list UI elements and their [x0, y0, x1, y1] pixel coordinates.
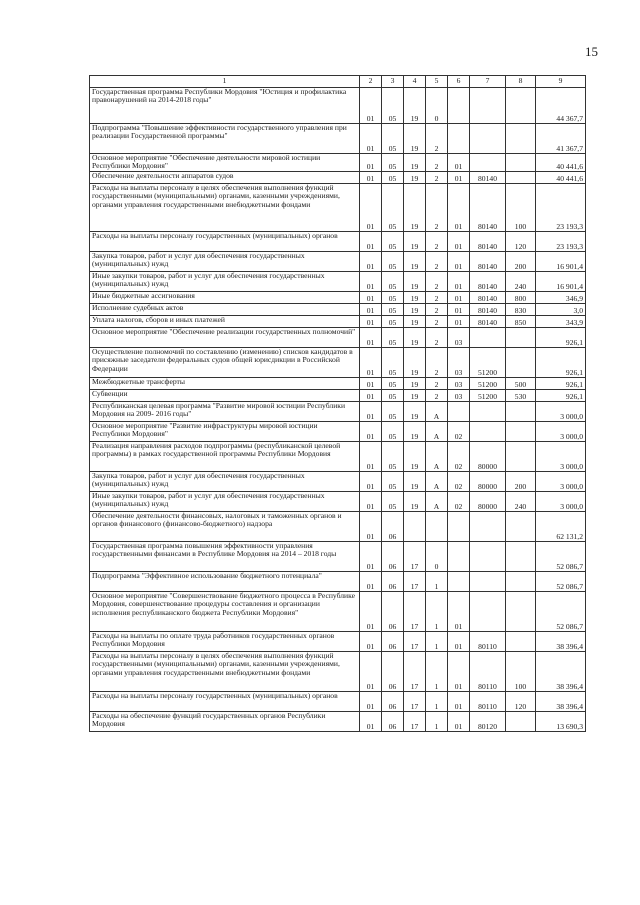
- table-row: [90, 712, 586, 732]
- row-code-cell: 19: [404, 124, 426, 154]
- row-amount-cell: 3 000,0: [536, 492, 586, 512]
- row-code-cell: 17: [404, 652, 426, 692]
- row-code-cell: 2: [426, 172, 448, 184]
- row-code-cell: 2: [426, 272, 448, 292]
- row-code-cell: 05: [382, 304, 404, 316]
- row-code-cell: 01: [360, 712, 382, 732]
- row-code-cell: [506, 542, 536, 572]
- row-code-cell: 19: [404, 402, 426, 422]
- row-code-cell: 19: [404, 390, 426, 402]
- row-name-cell: Осуществление полномочий по составлению (изменению) списков кандидатов в присяжные заседатели федеральных судов общей юрисдикции в Российской Федерации: [90, 348, 360, 378]
- table-row: [90, 512, 586, 542]
- row-code-cell: 01: [360, 348, 382, 378]
- row-code-cell: 03: [448, 390, 470, 402]
- row-name-cell: Межбюджетные трансферты: [90, 378, 360, 390]
- row-name-cell: Расходы на выплаты персоналу в целях обеспечения выполнения функций государственными (муниципальными) органами, казенными учреждениями, органами управления государственными внебюджетными фондами: [90, 652, 360, 692]
- row-name-cell: Государственная программа Республики Мордовия "Юстиция и профилактика правонарушений на 2014-2018 годы": [90, 88, 360, 124]
- row-code-cell: 80140: [470, 316, 506, 328]
- row-name-cell: Основное мероприятие "Обеспечение деятельности мировой юстиции Республики Мордовия": [90, 154, 360, 172]
- row-code-cell: 01: [360, 292, 382, 304]
- row-code-cell: 2: [426, 328, 448, 348]
- table-row: [90, 154, 586, 172]
- row-code-cell: [506, 172, 536, 184]
- row-code-cell: 80120: [470, 712, 506, 732]
- row-amount-cell: 3 000,0: [536, 422, 586, 442]
- table-row: [90, 272, 586, 292]
- row-code-cell: 240: [506, 272, 536, 292]
- row-code-cell: 05: [382, 154, 404, 172]
- row-code-cell: 01: [448, 316, 470, 328]
- row-code-cell: 19: [404, 492, 426, 512]
- table-header-row: [90, 76, 586, 88]
- row-code-cell: 01: [360, 542, 382, 572]
- row-code-cell: 2: [426, 232, 448, 252]
- row-code-cell: 01: [448, 272, 470, 292]
- row-name-cell: Исполнение судебных актов: [90, 304, 360, 316]
- row-code-cell: [426, 512, 448, 542]
- row-code-cell: 01: [448, 632, 470, 652]
- row-name-cell: Закупка товаров, работ и услуг для обеспечения государственных (муниципальных) нужд: [90, 252, 360, 272]
- row-code-cell: 19: [404, 316, 426, 328]
- table-row: [90, 172, 586, 184]
- table-row: [90, 390, 586, 402]
- row-code-cell: 06: [382, 632, 404, 652]
- row-code-cell: 02: [448, 492, 470, 512]
- table-row: [90, 328, 586, 348]
- row-name-cell: Основное мероприятие "Совершенствование бюджетного процесса в Республике Мордовия, совершенствование процедуры составления и организации исполнения республиканского бюджета Республики Мордовия": [90, 592, 360, 632]
- row-code-cell: [506, 124, 536, 154]
- row-code-cell: [470, 124, 506, 154]
- row-code-cell: 80110: [470, 692, 506, 712]
- row-code-cell: 05: [382, 328, 404, 348]
- row-code-cell: 80140: [470, 292, 506, 304]
- row-code-cell: 19: [404, 378, 426, 390]
- row-code-cell: 2: [426, 252, 448, 272]
- row-code-cell: А: [426, 492, 448, 512]
- row-name-cell: Обеспечение деятельности аппаратов судов: [90, 172, 360, 184]
- row-name-cell: Иные закупки товаров, работ и услуг для обеспечения государственных (муниципальных) нужд: [90, 272, 360, 292]
- row-name-cell: Расходы на выплаты персоналу государственных (муниципальных) органов: [90, 692, 360, 712]
- row-code-cell: 01: [360, 692, 382, 712]
- column-header: 4: [404, 76, 426, 88]
- row-code-cell: 19: [404, 328, 426, 348]
- row-code-cell: 01: [360, 252, 382, 272]
- row-amount-cell: 52 086,7: [536, 572, 586, 592]
- row-code-cell: 06: [382, 572, 404, 592]
- row-name-cell: Иные закупки товаров, работ и услуг для обеспечения государственных (муниципальных) нужд: [90, 492, 360, 512]
- row-code-cell: 02: [448, 422, 470, 442]
- row-code-cell: 500: [506, 378, 536, 390]
- row-code-cell: 01: [360, 572, 382, 592]
- row-code-cell: 1: [426, 632, 448, 652]
- row-code-cell: 1: [426, 692, 448, 712]
- row-code-cell: [470, 422, 506, 442]
- row-code-cell: 05: [382, 472, 404, 492]
- row-code-cell: 19: [404, 272, 426, 292]
- row-code-cell: 1: [426, 572, 448, 592]
- row-code-cell: 2: [426, 292, 448, 304]
- column-header: 8: [506, 76, 536, 88]
- table-row: [90, 632, 586, 652]
- row-code-cell: 01: [360, 592, 382, 632]
- table-row: [90, 292, 586, 304]
- row-code-cell: 01: [360, 442, 382, 472]
- table-row: [90, 252, 586, 272]
- table-row: [90, 378, 586, 390]
- row-code-cell: 17: [404, 712, 426, 732]
- row-code-cell: 05: [382, 232, 404, 252]
- row-amount-cell: 926,1: [536, 378, 586, 390]
- row-name-cell: Расходы на выплаты персоналу государственных (муниципальных) органов: [90, 232, 360, 252]
- row-amount-cell: 3,0: [536, 304, 586, 316]
- row-code-cell: [506, 402, 536, 422]
- row-code-cell: 01: [448, 304, 470, 316]
- row-code-cell: 51200: [470, 390, 506, 402]
- row-code-cell: 05: [382, 124, 404, 154]
- row-amount-cell: 52 086,7: [536, 592, 586, 632]
- row-amount-cell: 3 000,0: [536, 402, 586, 422]
- row-code-cell: 80110: [470, 652, 506, 692]
- row-code-cell: 19: [404, 252, 426, 272]
- row-code-cell: 17: [404, 692, 426, 712]
- row-code-cell: [448, 542, 470, 572]
- column-header: 3: [382, 76, 404, 88]
- row-code-cell: [506, 88, 536, 124]
- row-code-cell: 850: [506, 316, 536, 328]
- row-code-cell: 240: [506, 492, 536, 512]
- row-code-cell: 100: [506, 184, 536, 232]
- row-code-cell: 800: [506, 292, 536, 304]
- row-amount-cell: 44 367,7: [536, 88, 586, 124]
- row-name-cell: Подпрограмма "Эффективное использование бюджетного потенциала": [90, 572, 360, 592]
- column-header: 9: [536, 76, 586, 88]
- row-code-cell: 01: [360, 402, 382, 422]
- row-code-cell: 05: [382, 316, 404, 328]
- row-amount-cell: 40 441,6: [536, 154, 586, 172]
- budget-table: [89, 75, 586, 732]
- row-code-cell: 01: [360, 328, 382, 348]
- row-code-cell: 19: [404, 184, 426, 232]
- row-amount-cell: 13 690,3: [536, 712, 586, 732]
- table-row: [90, 692, 586, 712]
- row-code-cell: А: [426, 402, 448, 422]
- row-amount-cell: 62 131,2: [536, 512, 586, 542]
- row-code-cell: [448, 402, 470, 422]
- row-code-cell: 19: [404, 154, 426, 172]
- row-code-cell: 06: [382, 512, 404, 542]
- row-code-cell: 80140: [470, 232, 506, 252]
- row-code-cell: 03: [448, 328, 470, 348]
- row-code-cell: 01: [360, 154, 382, 172]
- row-code-cell: [470, 512, 506, 542]
- row-code-cell: 17: [404, 572, 426, 592]
- row-code-cell: [506, 632, 536, 652]
- row-code-cell: 0: [426, 88, 448, 124]
- row-code-cell: 01: [448, 172, 470, 184]
- row-code-cell: 19: [404, 232, 426, 252]
- row-amount-cell: 40 441,6: [536, 172, 586, 184]
- row-code-cell: 05: [382, 88, 404, 124]
- row-code-cell: [506, 512, 536, 542]
- row-code-cell: 80140: [470, 172, 506, 184]
- row-name-cell: Государственная программа повышения эффективности управления государственными финансами в Республике Мордовия на 2014 – 2018 годы: [90, 542, 360, 572]
- row-code-cell: 06: [382, 692, 404, 712]
- row-amount-cell: 23 193,3: [536, 184, 586, 232]
- row-code-cell: [448, 572, 470, 592]
- row-code-cell: 0: [426, 542, 448, 572]
- row-code-cell: [470, 328, 506, 348]
- table-row: [90, 402, 586, 422]
- row-code-cell: 120: [506, 232, 536, 252]
- row-code-cell: 01: [448, 154, 470, 172]
- row-code-cell: 03: [448, 348, 470, 378]
- row-name-cell: Уплата налогов, сборов и иных платежей: [90, 316, 360, 328]
- row-code-cell: 01: [360, 232, 382, 252]
- row-amount-cell: 926,1: [536, 348, 586, 378]
- row-code-cell: 01: [448, 232, 470, 252]
- row-code-cell: 05: [382, 172, 404, 184]
- row-code-cell: [506, 348, 536, 378]
- row-code-cell: [470, 402, 506, 422]
- row-code-cell: [506, 154, 536, 172]
- row-code-cell: 200: [506, 472, 536, 492]
- row-name-cell: Закупка товаров, работ и услуг для обеспечения государственных (муниципальных) нужд: [90, 472, 360, 492]
- row-code-cell: 2: [426, 390, 448, 402]
- row-code-cell: 05: [382, 390, 404, 402]
- row-code-cell: 19: [404, 88, 426, 124]
- row-amount-cell: 926,1: [536, 328, 586, 348]
- column-header: 7: [470, 76, 506, 88]
- column-header: 6: [448, 76, 470, 88]
- row-code-cell: 51200: [470, 348, 506, 378]
- row-amount-cell: 23 193,3: [536, 232, 586, 252]
- row-code-cell: [470, 572, 506, 592]
- row-amount-cell: 38 396,4: [536, 652, 586, 692]
- row-amount-cell: 16 901,4: [536, 272, 586, 292]
- row-code-cell: 01: [360, 88, 382, 124]
- table-row: [90, 232, 586, 252]
- row-code-cell: 05: [382, 492, 404, 512]
- row-code-cell: [448, 88, 470, 124]
- row-code-cell: 01: [360, 390, 382, 402]
- row-code-cell: 80000: [470, 442, 506, 472]
- row-code-cell: 01: [448, 292, 470, 304]
- row-code-cell: 17: [404, 542, 426, 572]
- table-row: [90, 124, 586, 154]
- row-code-cell: 05: [382, 422, 404, 442]
- row-code-cell: 05: [382, 348, 404, 378]
- row-code-cell: 01: [448, 592, 470, 632]
- row-code-cell: 06: [382, 542, 404, 572]
- row-code-cell: 05: [382, 402, 404, 422]
- row-amount-cell: 926,1: [536, 390, 586, 402]
- row-code-cell: 01: [360, 378, 382, 390]
- column-header: 2: [360, 76, 382, 88]
- row-code-cell: 05: [382, 442, 404, 472]
- row-amount-cell: 343,9: [536, 316, 586, 328]
- row-code-cell: [470, 592, 506, 632]
- row-amount-cell: 3 000,0: [536, 472, 586, 492]
- row-code-cell: А: [426, 472, 448, 492]
- table-row: [90, 422, 586, 442]
- table-row: [90, 472, 586, 492]
- row-code-cell: 01: [360, 304, 382, 316]
- row-amount-cell: 52 086,7: [536, 542, 586, 572]
- row-code-cell: 01: [448, 252, 470, 272]
- row-code-cell: 19: [404, 348, 426, 378]
- row-code-cell: 01: [360, 512, 382, 542]
- row-code-cell: 06: [382, 592, 404, 632]
- row-code-cell: 51200: [470, 378, 506, 390]
- row-code-cell: 01: [360, 632, 382, 652]
- row-code-cell: 05: [382, 184, 404, 232]
- row-code-cell: 19: [404, 292, 426, 304]
- row-code-cell: 2: [426, 316, 448, 328]
- row-name-cell: Субвенции: [90, 390, 360, 402]
- row-code-cell: 06: [382, 712, 404, 732]
- row-amount-cell: 41 367,7: [536, 124, 586, 154]
- row-name-cell: Подпрограмма "Повышение эффективности государственного управления при реализации Государственной программы": [90, 124, 360, 154]
- row-name-cell: Расходы на выплаты персоналу в целях обеспечения выполнения функций государственными (муниципальными) органами, казенными учреждениями, органами управления государственными внебюджетными фондами: [90, 184, 360, 232]
- row-code-cell: 2: [426, 304, 448, 316]
- row-code-cell: 2: [426, 154, 448, 172]
- row-code-cell: 01: [360, 272, 382, 292]
- row-name-cell: Расходы на обеспечение функций государственных органов Республики Мордовия: [90, 712, 360, 732]
- row-name-cell: Иные бюджетные ассигнования: [90, 292, 360, 304]
- row-code-cell: А: [426, 422, 448, 442]
- row-code-cell: 830: [506, 304, 536, 316]
- row-code-cell: 200: [506, 252, 536, 272]
- row-code-cell: 19: [404, 442, 426, 472]
- row-code-cell: 80000: [470, 472, 506, 492]
- table-row: [90, 88, 586, 124]
- row-amount-cell: 346,9: [536, 292, 586, 304]
- row-code-cell: 01: [360, 124, 382, 154]
- row-code-cell: 19: [404, 304, 426, 316]
- row-code-cell: 06: [382, 652, 404, 692]
- row-code-cell: 05: [382, 252, 404, 272]
- row-code-cell: 03: [448, 378, 470, 390]
- row-amount-cell: 16 901,4: [536, 252, 586, 272]
- table-row: [90, 492, 586, 512]
- row-code-cell: [506, 328, 536, 348]
- row-code-cell: 80110: [470, 632, 506, 652]
- row-code-cell: 2: [426, 378, 448, 390]
- row-code-cell: [404, 512, 426, 542]
- row-code-cell: [506, 422, 536, 442]
- row-name-cell: Основное мероприятие "Обеспечение реализации государственных полномочий": [90, 328, 360, 348]
- row-amount-cell: 38 396,4: [536, 692, 586, 712]
- row-code-cell: [506, 442, 536, 472]
- row-code-cell: 2: [426, 184, 448, 232]
- row-code-cell: 02: [448, 442, 470, 472]
- row-code-cell: 01: [448, 652, 470, 692]
- row-code-cell: 2: [426, 124, 448, 154]
- row-code-cell: 01: [360, 472, 382, 492]
- row-code-cell: 1: [426, 592, 448, 632]
- row-code-cell: [506, 712, 536, 732]
- row-code-cell: 01: [448, 712, 470, 732]
- row-code-cell: 05: [382, 378, 404, 390]
- column-header: 5: [426, 76, 448, 88]
- row-code-cell: [506, 572, 536, 592]
- row-code-cell: А: [426, 442, 448, 472]
- row-code-cell: 80140: [470, 184, 506, 232]
- row-code-cell: [448, 124, 470, 154]
- row-amount-cell: 38 396,4: [536, 632, 586, 652]
- table-row: [90, 184, 586, 232]
- row-code-cell: [506, 592, 536, 632]
- row-name-cell: Республиканская целевая программа "Развитие мировой юстиции Республики Мордовия на 2009- 2016 годы": [90, 402, 360, 422]
- row-amount-cell: 3 000,0: [536, 442, 586, 472]
- row-name-cell: Реализация направления расходов подпрограммы (республиканской целевой программы) в рамках государственной программы Республики Мордовия: [90, 442, 360, 472]
- row-code-cell: 01: [448, 184, 470, 232]
- row-code-cell: 17: [404, 592, 426, 632]
- table-row: [90, 304, 586, 316]
- row-code-cell: 80140: [470, 304, 506, 316]
- row-code-cell: 05: [382, 272, 404, 292]
- row-code-cell: 19: [404, 472, 426, 492]
- row-code-cell: 19: [404, 422, 426, 442]
- row-code-cell: [470, 542, 506, 572]
- table-row: [90, 542, 586, 572]
- table-row: [90, 316, 586, 328]
- row-code-cell: 01: [360, 422, 382, 442]
- row-code-cell: 01: [360, 172, 382, 184]
- row-code-cell: 01: [360, 184, 382, 232]
- table-row: [90, 652, 586, 692]
- row-code-cell: 1: [426, 712, 448, 732]
- row-code-cell: 530: [506, 390, 536, 402]
- table-row: [90, 592, 586, 632]
- row-code-cell: 19: [404, 172, 426, 184]
- row-code-cell: 05: [382, 292, 404, 304]
- table-row: [90, 348, 586, 378]
- column-header: 1: [90, 76, 360, 88]
- table-row: [90, 442, 586, 472]
- table-row: [90, 572, 586, 592]
- row-code-cell: 120: [506, 692, 536, 712]
- row-code-cell: 01: [360, 316, 382, 328]
- row-code-cell: [448, 512, 470, 542]
- row-name-cell: Обеспечение деятельности финансовых, налоговых и таможенных органов и органов финансового (финансово-бюджетного) надзора: [90, 512, 360, 542]
- row-code-cell: 80140: [470, 252, 506, 272]
- row-code-cell: 100: [506, 652, 536, 692]
- row-code-cell: 1: [426, 652, 448, 692]
- row-code-cell: 01: [360, 492, 382, 512]
- row-code-cell: 17: [404, 632, 426, 652]
- row-code-cell: 02: [448, 472, 470, 492]
- row-code-cell: 01: [360, 652, 382, 692]
- row-code-cell: [470, 88, 506, 124]
- page-number: 15: [585, 44, 598, 59]
- row-code-cell: [470, 154, 506, 172]
- row-code-cell: 80000: [470, 492, 506, 512]
- row-code-cell: 2: [426, 348, 448, 378]
- row-code-cell: 80140: [470, 272, 506, 292]
- row-code-cell: 01: [448, 692, 470, 712]
- row-name-cell: Основное мероприятие "Развитие инфраструктуры мировой юстиции Республики Мордовия": [90, 422, 360, 442]
- row-name-cell: Расходы на выплаты по оплате труда работников государственных органов Республики Мордовия: [90, 632, 360, 652]
